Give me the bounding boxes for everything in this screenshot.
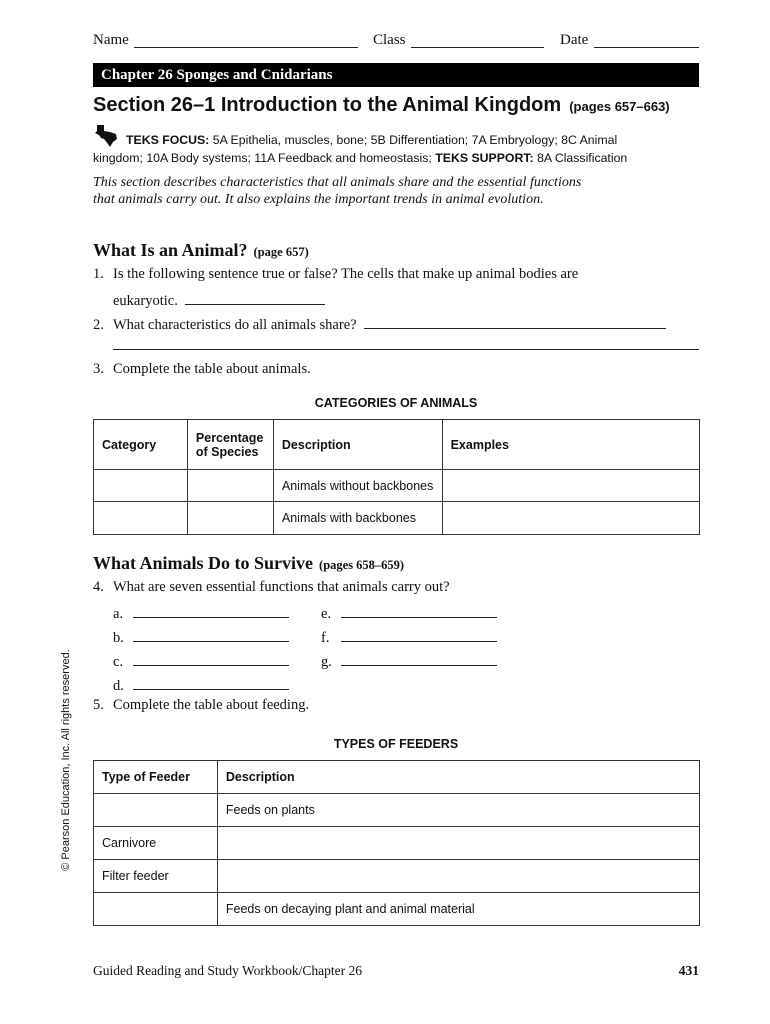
teks-support-label: TEKS SUPPORT:	[435, 151, 534, 165]
question-number: 5.	[93, 697, 104, 713]
answer-line[interactable]	[341, 627, 497, 642]
table-cell: Animals without backbones	[273, 470, 442, 502]
answer-line[interactable]	[341, 651, 497, 666]
table-cell: Carnivore	[94, 827, 218, 860]
heading-pages: (pages 658–659)	[319, 558, 405, 572]
table-row	[94, 827, 700, 860]
section-intro: This section describes characteristics that all animals share and the essential functions that animals carry out. It also explains the important trends in animal evolution.	[93, 175, 582, 207]
teks-support-text: 8A Classification	[533, 151, 628, 165]
table-cell[interactable]	[217, 827, 699, 860]
teks-block	[93, 131, 699, 167]
date-field[interactable]	[594, 47, 699, 48]
answer-line-1[interactable]	[185, 290, 325, 305]
question-3	[93, 361, 311, 378]
name-field[interactable]	[134, 47, 358, 48]
table-header-row	[94, 761, 700, 794]
question-1-continued	[113, 290, 325, 310]
question-1	[93, 266, 578, 283]
table-cell: Filter feeder	[94, 860, 218, 893]
answer-line[interactable]	[133, 627, 289, 642]
heading-pages: (page 657)	[253, 245, 309, 259]
question-number: 1.	[93, 266, 104, 282]
answer-line[interactable]	[133, 675, 289, 690]
class-label: Class	[373, 32, 406, 48]
teks-focus-label: TEKS FOCUS:	[126, 133, 210, 147]
table-cell[interactable]	[187, 470, 273, 502]
heading-what-is-an-animal	[93, 240, 309, 261]
table-cell: Feeds on plants	[217, 794, 699, 827]
answer-line[interactable]	[133, 651, 289, 666]
question-text: What are seven essential functions that animals carry out?	[113, 579, 450, 595]
answer-line[interactable]	[133, 603, 289, 618]
question-text: Is the following sentence true or false? The cells that make up animal bodies are	[113, 266, 579, 282]
table-cell: Animals with backbones	[273, 502, 442, 535]
table-cell: Feeds on decaying plant and animal material	[217, 893, 699, 926]
answer-d: d.	[113, 675, 289, 695]
answer-a: a.	[113, 603, 289, 623]
table-row	[94, 794, 700, 827]
chapter-bar: Chapter 26 Sponges and Cnidarians	[93, 63, 699, 87]
question-number: 2.	[93, 317, 104, 333]
section-pages: (pages 657–663)	[569, 99, 670, 114]
heading-what-animals-do	[93, 553, 404, 574]
feeders-table	[93, 760, 700, 926]
table-cell[interactable]	[187, 502, 273, 535]
table-cell[interactable]	[94, 470, 188, 502]
table-row	[94, 860, 700, 893]
table-cell[interactable]	[217, 860, 699, 893]
teks-focus-text-2: kingdom; 10A Body systems; 11A Feedback and homeostasis;	[93, 151, 436, 165]
question-4	[93, 579, 450, 596]
heading-text: What Animals Do to Survive	[93, 553, 314, 573]
question-text: Complete the table about feeding.	[113, 697, 310, 713]
header-examples: Examples	[442, 420, 699, 470]
answer-b: b.	[113, 627, 289, 647]
table-row	[94, 502, 700, 535]
section-title-text: Section 26–1 Introduction to the Animal Kingdom	[93, 94, 562, 116]
table-header-row	[94, 420, 700, 470]
answer-line[interactable]	[341, 603, 497, 618]
answer-e: e.	[321, 603, 497, 623]
section-title	[93, 94, 670, 117]
question-number: 4.	[93, 579, 104, 595]
answer-c: c.	[113, 651, 289, 671]
copyright-notice: © Pearson Education, Inc. All rights reserved.	[60, 649, 72, 871]
heading-text: What Is an Animal?	[93, 240, 248, 260]
page-footer	[93, 963, 699, 979]
header-type-of-feeder: Type of Feeder	[94, 761, 218, 794]
header-description: Description	[273, 420, 442, 470]
table-cell[interactable]	[94, 893, 218, 926]
date-label: Date	[560, 32, 589, 48]
table-row	[94, 893, 700, 926]
name-label: Name	[93, 32, 129, 48]
header-category: Category	[94, 420, 188, 470]
class-field[interactable]	[411, 47, 544, 48]
table-cell[interactable]	[94, 794, 218, 827]
question-5	[93, 697, 309, 714]
question-number: 3.	[93, 361, 104, 377]
answer-f: f.	[321, 627, 497, 647]
answer-line-2b[interactable]	[113, 349, 699, 350]
table-cell[interactable]	[94, 502, 188, 535]
table-cell[interactable]	[442, 470, 699, 502]
header-description: Description	[217, 761, 699, 794]
table-title-feeders: TYPES OF FEEDERS	[333, 737, 459, 751]
table-row	[94, 470, 700, 502]
question-text: eukaryotic.	[113, 293, 178, 309]
page-number: 431	[678, 963, 699, 978]
answer-line-2a[interactable]	[364, 314, 666, 329]
table-cell[interactable]	[442, 502, 699, 535]
header-percentage: Percentage of Species	[187, 420, 273, 470]
question-2	[93, 314, 666, 334]
answer-g: g.	[321, 651, 497, 671]
question-text: What characteristics do all animals share?	[113, 317, 357, 333]
categories-table	[93, 419, 700, 535]
question-text: Complete the table about animals.	[113, 361, 311, 377]
table-title-categories: CATEGORIES OF ANIMALS	[314, 396, 478, 410]
student-info-header	[93, 32, 699, 52]
footer-title: Guided Reading and Study Workbook/Chapter 26	[93, 963, 363, 978]
teks-focus-text-1: 5A Epithelia, muscles, bone; 5B Differentiation; 7A Embryology; 8C Animal	[209, 133, 618, 147]
